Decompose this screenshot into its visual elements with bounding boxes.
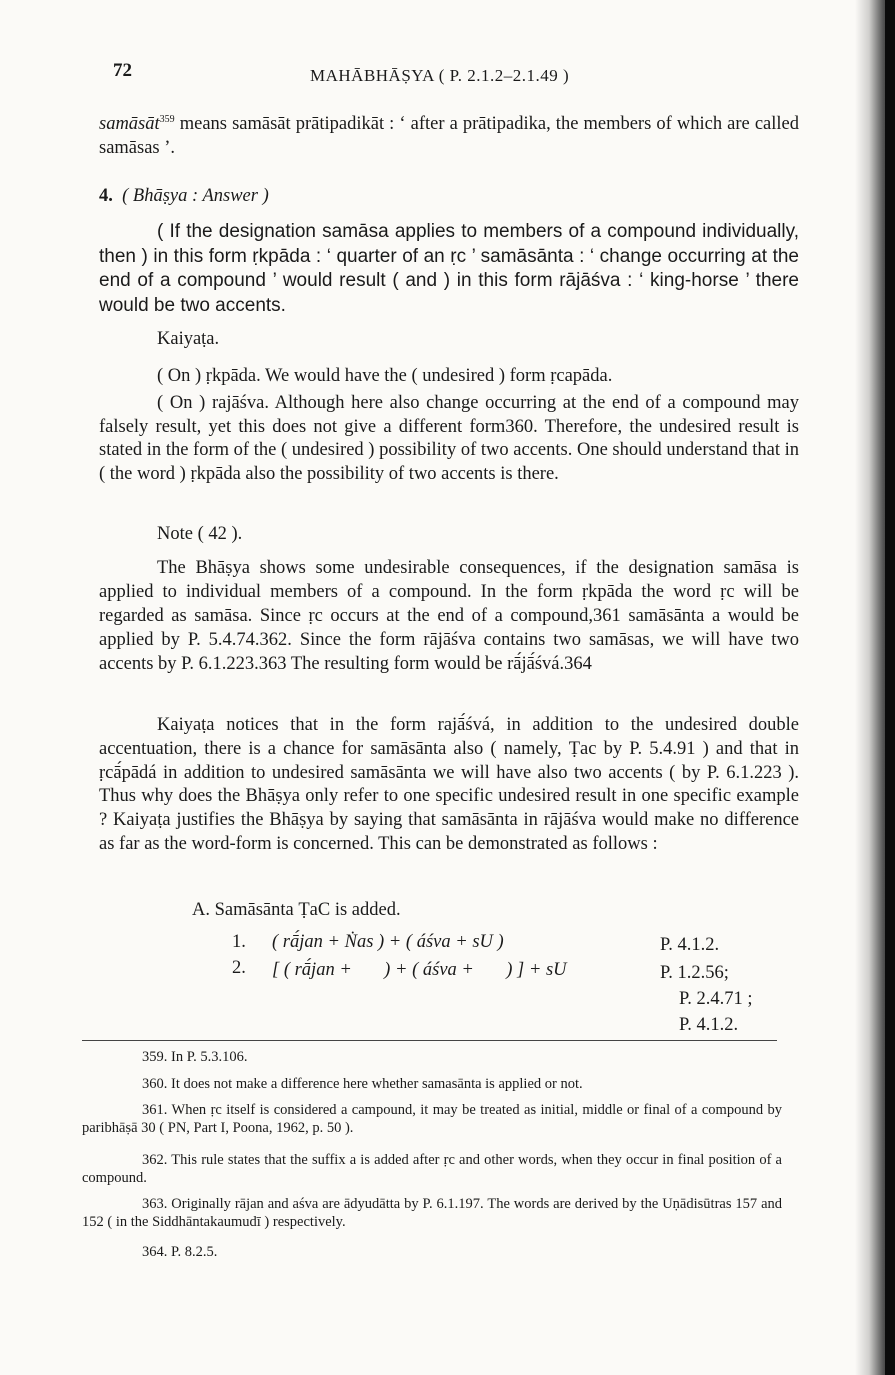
bhasya-text: ( If the designation samāsa applies to members of a compound individually, then ) in this form ṛkpāda : ‘ quarter of an ṛc ’ samāsānta : ‘ change occurring at the end of a compound ’ would result ( and ) in this form rājāśva : ‘ king-horse ’ there would be two accents.	[99, 221, 799, 316]
derivation-step-2-expr: [ ( rā́jan + ) + ( áśva + ) ] + sU	[272, 960, 567, 980]
intro-text: means samāsāt prātipadikāt : ‘ after a prātipadika, the members of which are called samāsas ’.	[99, 114, 799, 159]
kaiyata-text-1: ( On ) ṛkpāda. We would have the ( undesired ) form ṛcapāda.	[157, 366, 613, 386]
footnote-363	[82, 1195, 782, 1231]
kaiyata-text-2: ( On ) rajāśva. Although here also change occurring at the end of a compound may falsely result, yet this does not give a different form360. Therefore, the undesired result is stated in the form of the ( undesired ) possibility of two accents. One should understand that in ( the word ) ṛkpāda also the possibility of two accents is there.	[99, 393, 799, 484]
kaiyata-para-1	[99, 364, 799, 388]
derivation-step-2-num: 2.	[232, 958, 246, 978]
footnote-num: 361.	[142, 1102, 168, 1118]
footnote-rule	[82, 1040, 777, 1041]
note-text-1: The Bhāṣya shows some undesirable consequences, if the designation samāsa is applied to individual members of a compound. In the form ṛkpāda the word ṛc will be regarded as samāsa. Since ṛc occurs at the end of a compound,361 samāsānta a would be applied by P. 5.4.74.362. Since the form rājāśva contains two samāsas, we will have two accents by P. 6.1.223.363 The resulting form would be rā́jā́śvá.364	[99, 558, 799, 674]
derivation-ref-extra-2: P. 4.1.2.	[679, 1015, 739, 1035]
kaiyata-para-2	[99, 392, 799, 486]
note-para-2	[99, 714, 799, 857]
derivation-step-1-expr: ( rā́jan + Ṅas ) + ( áśva + sU )	[272, 932, 504, 952]
note-text-2: Kaiyaṭa notices that in the form rajā́śvá, in addition to the undesired double accentuation, there is a chance for samāsānta also ( namely, Ṭac by P. 5.4.91 ) and that in ṛcā́pādá in addition to undesired samāsānta we will have also two accents ( by P. 6.1.223 ). Thus why does the Bhāṣya only refer to one specific undesired result in one specific example ? Kaiyaṭa justifies the Bhāṣya by saying that samāsānta in rājāśva would make no difference as far as the word-form is concerned. This can be demonstrated as follows :	[99, 715, 799, 854]
footnote-num: 360.	[142, 1076, 168, 1092]
derivation-step-1-ref: P. 4.1.2.	[660, 935, 720, 955]
section-heading	[99, 186, 269, 207]
derivation-step-1-num: 1.	[232, 932, 246, 952]
running-header: MAHĀBHĀṢYA ( P. 2.1.2–2.1.49 )	[310, 66, 570, 85]
footnote-361	[82, 1101, 782, 1137]
footnote-359	[82, 1048, 782, 1066]
derivation-ref-extra-1: P. 2.4.71 ;	[679, 989, 753, 1009]
footnote-360	[82, 1075, 782, 1093]
intro-paragraph	[99, 108, 799, 161]
footnote-ref-359: 359	[159, 114, 175, 125]
footnote-text: P. 8.2.5.	[171, 1244, 218, 1260]
note-heading: Note ( 42 ).	[157, 524, 243, 544]
footnote-text: When ṛc itself is considered a campound, it may be treated as initial, middle or final of a compound by paribhāṣā 30 ( PN, Part I, Poona, 1962, p. 50 ).	[82, 1102, 782, 1136]
footnote-text: This rule states that the suffix a is added after ṛc and other words, when they occur in final position of a compound.	[82, 1152, 782, 1186]
section-number: 4.	[99, 186, 113, 206]
kaiyata-heading: Kaiyaṭa.	[157, 329, 220, 349]
footnote-364	[82, 1243, 782, 1261]
footnote-num: 359.	[142, 1049, 168, 1065]
bhasya-paragraph	[99, 220, 799, 318]
derivation-heading: A. Samāsānta ṬaC is added.	[192, 900, 401, 920]
page-number: 72	[113, 60, 132, 81]
page-edge-dark	[885, 0, 895, 1375]
note-para-1	[99, 557, 799, 677]
footnote-362	[82, 1151, 782, 1187]
derivation-step-2-ref: P. 1.2.56;	[660, 963, 729, 983]
footnote-text: Originally rājan and aśva are ādyudātta by P. 6.1.197. The words are derived by the Uṇādisūtras 157 and 152 ( in the Siddhāntakaumudī ) respectively.	[82, 1196, 782, 1230]
section-label: ( Bhāṣya : Answer )	[122, 186, 269, 206]
footnote-num: 364.	[142, 1244, 168, 1260]
footnote-text: It does not make a difference here whether samasānta is applied or not.	[171, 1076, 583, 1092]
footnote-num: 362.	[142, 1152, 168, 1168]
footnote-text: In P. 5.3.106.	[171, 1049, 248, 1065]
intro-lead: samāsāt	[99, 114, 160, 135]
footnote-num: 363.	[142, 1196, 168, 1212]
